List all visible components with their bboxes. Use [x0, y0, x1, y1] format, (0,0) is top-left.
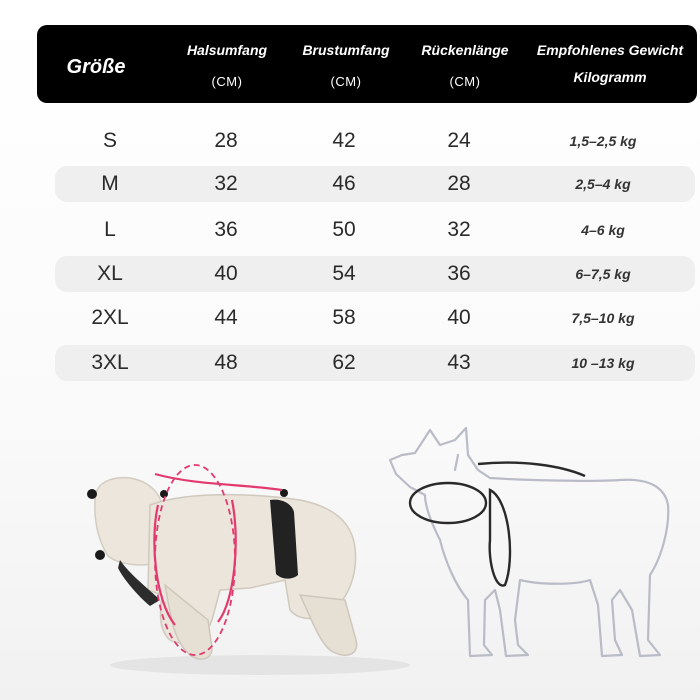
size-cell: S	[102, 129, 117, 152]
weight-cell: 1,5–2,5 kg	[569, 133, 637, 149]
size-cell: M	[101, 172, 119, 195]
size-cell: 2XL	[91, 306, 129, 329]
table-row	[55, 345, 695, 381]
back-cell: 32	[447, 218, 471, 241]
back-cell: 36	[447, 262, 471, 285]
weight-cell: 10 –13 kg	[571, 355, 635, 371]
dog-coat-photo	[87, 465, 410, 675]
header-back: Rückenlänge (CM)	[421, 42, 509, 89]
chest-cell: 50	[332, 218, 356, 241]
header-weight: Empfohlenes Gewicht Kilogramm	[536, 42, 684, 85]
neck-cell: 48	[214, 351, 238, 374]
neck-cell: 36	[214, 218, 238, 241]
chest-cell: 42	[332, 129, 356, 152]
table-row	[55, 166, 695, 202]
neck-measure-line	[410, 483, 486, 523]
chest-measure-line	[490, 490, 510, 586]
back-cell: 43	[447, 351, 471, 374]
chest-cell: 58	[332, 306, 356, 329]
neck-cell: 32	[214, 172, 238, 195]
chest-cell: 62	[332, 351, 356, 374]
size-cell: XL	[97, 262, 123, 285]
chest-cell: 46	[332, 172, 356, 195]
weight-cell: 6–7,5 kg	[575, 266, 631, 282]
neck-cell: 28	[214, 129, 238, 152]
illustration-area	[0, 400, 700, 700]
size-cell: 3XL	[91, 351, 129, 374]
header-chest: Brustumfang (CM)	[302, 42, 390, 89]
back-cell: 40	[447, 306, 471, 329]
back-cell: 28	[447, 172, 471, 195]
weight-cell: 4–6 kg	[581, 222, 625, 238]
header-size: Größe	[66, 56, 126, 78]
weight-cell: 7,5–10 kg	[571, 310, 635, 326]
size-cell: L	[104, 218, 116, 241]
back-measure-line	[478, 463, 585, 476]
table-header	[37, 25, 697, 103]
table-row	[55, 300, 695, 336]
table-row	[55, 123, 695, 159]
back-cell: 24	[447, 129, 471, 152]
weight-cell: 2,5–4 kg	[575, 176, 631, 192]
dog-measurement-outline	[390, 428, 668, 656]
neck-cell: 40	[214, 262, 238, 285]
table-row	[55, 256, 695, 292]
chest-cell: 54	[332, 262, 356, 285]
neck-cell: 44	[214, 306, 238, 329]
table-row	[55, 212, 695, 248]
header-neck: Halsumfang (CM)	[186, 42, 268, 89]
